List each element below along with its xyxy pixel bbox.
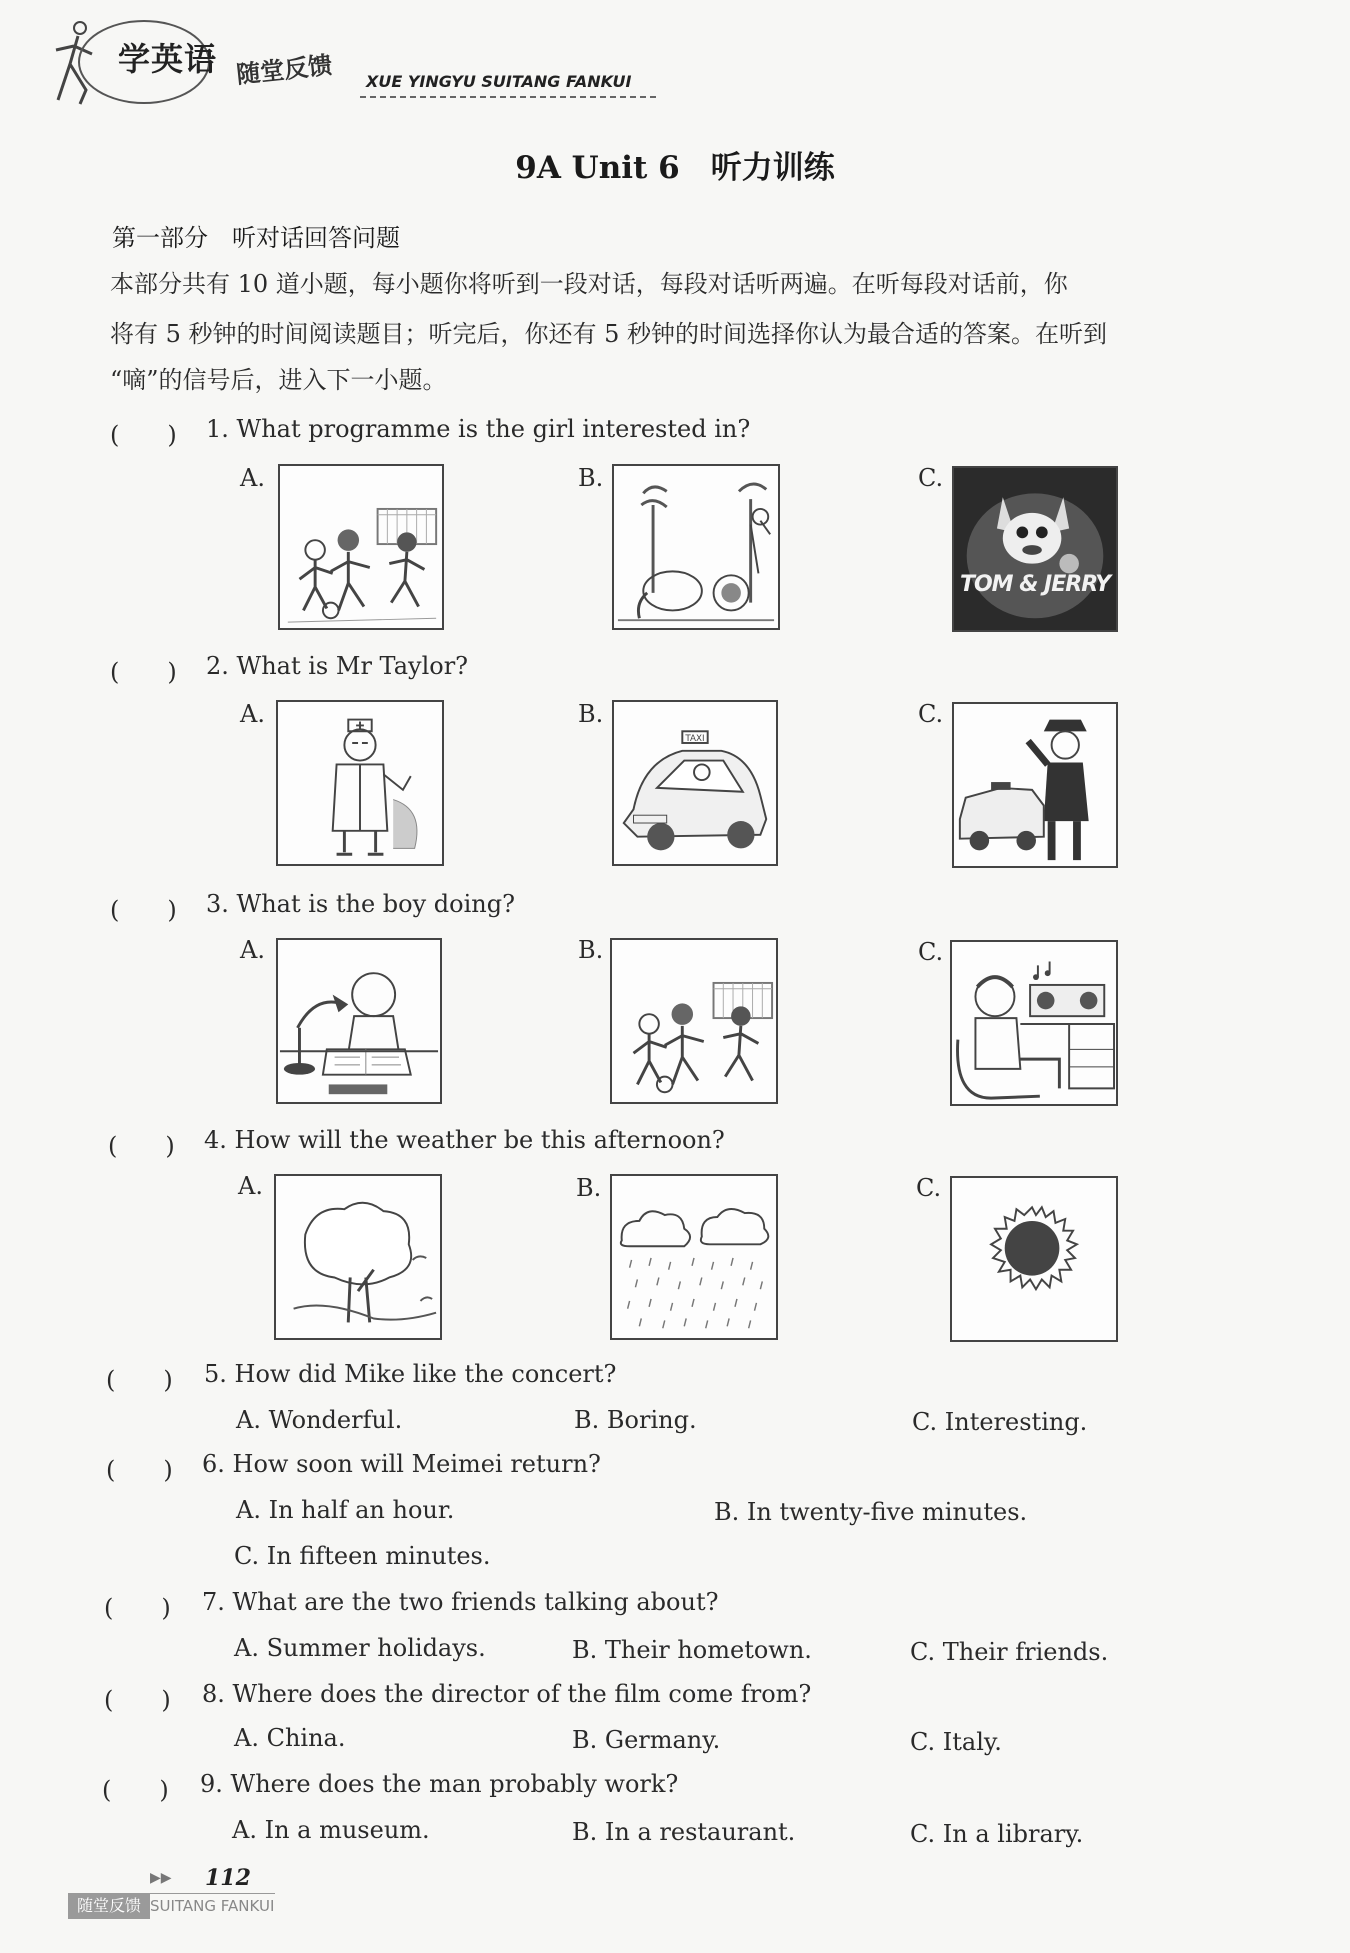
option-c[interactable]: C. Interesting.	[912, 1408, 1088, 1436]
option-a[interactable]: A. China.	[234, 1724, 346, 1752]
boy-music-picture[interactable]	[950, 940, 1118, 1106]
answer-blank-4[interactable]: ( )	[108, 1132, 175, 1160]
answer-blank-8[interactable]: ( )	[104, 1686, 171, 1714]
option-letter: A.	[240, 464, 265, 492]
option-letter: C.	[916, 1174, 942, 1202]
option-letter: C.	[918, 700, 944, 728]
option-letter: B.	[578, 700, 604, 728]
footer-tag-cn: 随堂反馈	[68, 1893, 150, 1919]
question-7	[202, 1588, 718, 1616]
header-divider	[360, 96, 656, 98]
option-letter: A.	[240, 700, 265, 728]
option-letter: A.	[240, 936, 265, 964]
rainy-clouds-picture[interactable]	[610, 1174, 778, 1340]
option-a[interactable]: A. In half an hour.	[236, 1496, 455, 1524]
answer-blank-5[interactable]: ( )	[106, 1366, 173, 1394]
option-a[interactable]: A. In a museum.	[232, 1816, 430, 1844]
option-a[interactable]: A. Summer holidays.	[234, 1634, 486, 1662]
question-number: 8.	[202, 1680, 225, 1708]
question-text: How will the weather be this afternoon?	[234, 1126, 725, 1154]
answer-blank-3[interactable]: ( )	[110, 896, 177, 924]
header-logo-cn2: 随堂反馈	[235, 51, 334, 89]
instruction-line-1: 本部分共有 10 道小题，每小题你将听到一段对话，每段对话听两遍。在听每段对话前，你	[110, 270, 1068, 298]
option-c[interactable]: C. In fifteen minutes.	[234, 1542, 491, 1570]
question-1	[206, 415, 750, 443]
option-c[interactable]: C. Their friends.	[910, 1638, 1109, 1666]
question-6	[202, 1450, 601, 1478]
question-number: 5.	[204, 1360, 227, 1388]
question-number: 2.	[206, 652, 229, 680]
option-b[interactable]: B. Their hometown.	[572, 1636, 812, 1664]
policeman-picture[interactable]	[952, 702, 1118, 868]
instruction-line-3: “嘀”的信号后，进入下一小题。	[110, 366, 447, 394]
question-2	[206, 652, 468, 680]
option-c[interactable]: C. Italy.	[910, 1728, 1002, 1756]
question-3	[206, 890, 515, 918]
question-9	[200, 1770, 678, 1798]
question-4	[204, 1126, 725, 1154]
option-b[interactable]: B. In twenty-five minutes.	[714, 1498, 1028, 1526]
tom-and-jerry-caption: TOM & JERRY	[959, 572, 1111, 597]
option-b[interactable]: B. Boring.	[574, 1406, 697, 1434]
option-a[interactable]: A. Wonderful.	[236, 1406, 403, 1434]
sunny-sun-picture[interactable]	[950, 1176, 1118, 1342]
header-logo-en: XUE YINGYU SUITANG FANKUI	[366, 72, 632, 91]
question-number: 6.	[202, 1450, 225, 1478]
section-title: 第一部分 听对话回答问题	[112, 224, 400, 252]
question-number: 9.	[200, 1770, 223, 1798]
option-c[interactable]: C. In a library.	[910, 1820, 1084, 1848]
question-number: 7.	[202, 1588, 225, 1616]
boy-studying-picture[interactable]	[276, 938, 442, 1104]
page-title: 9A Unit 6 听力训练	[515, 150, 835, 186]
footer-arrows-icon: ▶▶	[150, 1870, 172, 1886]
question-8	[202, 1680, 811, 1708]
answer-blank-1[interactable]: ( )	[110, 421, 177, 449]
footer-tag-en: SUITANG FANKUI	[150, 1897, 275, 1915]
question-number: 3.	[206, 890, 229, 918]
answer-blank-6[interactable]: ( )	[106, 1456, 173, 1484]
option-letter: B.	[576, 1174, 602, 1202]
header-logo-cn: 学英语	[118, 40, 218, 78]
option-letter: B.	[578, 936, 604, 964]
option-letter: C.	[918, 938, 944, 966]
question-text: Where does the man probably work?	[230, 1770, 679, 1798]
option-b[interactable]: B. In a restaurant.	[572, 1818, 796, 1846]
option-letter: B.	[578, 464, 604, 492]
tom-and-jerry-picture[interactable]	[952, 466, 1118, 632]
page-number: 112	[205, 1865, 251, 1891]
answer-blank-2[interactable]: ( )	[110, 658, 177, 686]
windy-tree-picture[interactable]	[274, 1174, 442, 1340]
answer-blank-9[interactable]: ( )	[102, 1776, 169, 1804]
question-text: Where does the director of the film come from?	[232, 1680, 812, 1708]
instruction-line-2: 将有 5 秒钟的时间阅读题目；听完后，你还有 5 秒钟的时间选择你认为最合适的答案。在听到	[110, 320, 1108, 348]
question-text: What programme is the girl interested in?	[236, 415, 751, 443]
doctor-picture[interactable]	[276, 700, 444, 866]
svg-text:TAXI: TAXI	[685, 734, 705, 745]
option-b[interactable]: B. Germany.	[572, 1726, 721, 1754]
footer-divider	[150, 1893, 275, 1894]
option-letter: A.	[238, 1172, 263, 1200]
children-football-picture-2[interactable]	[610, 938, 778, 1104]
children-football-picture[interactable]	[278, 464, 444, 630]
question-text: What are the two friends talking about?	[232, 1588, 719, 1616]
question-text: How soon will Meimei return?	[232, 1450, 601, 1478]
taxi-driver-picture[interactable]	[612, 700, 778, 866]
question-5	[204, 1360, 616, 1388]
answer-blank-7[interactable]: ( )	[104, 1594, 171, 1622]
jungle-animals-picture[interactable]	[612, 464, 780, 630]
question-text: What is Mr Taylor?	[236, 652, 469, 680]
question-number: 4.	[204, 1126, 227, 1154]
option-letter: C.	[918, 464, 944, 492]
question-number: 1.	[206, 415, 229, 443]
question-text: How did Mike like the concert?	[234, 1360, 617, 1388]
question-text: What is the boy doing?	[236, 890, 515, 918]
